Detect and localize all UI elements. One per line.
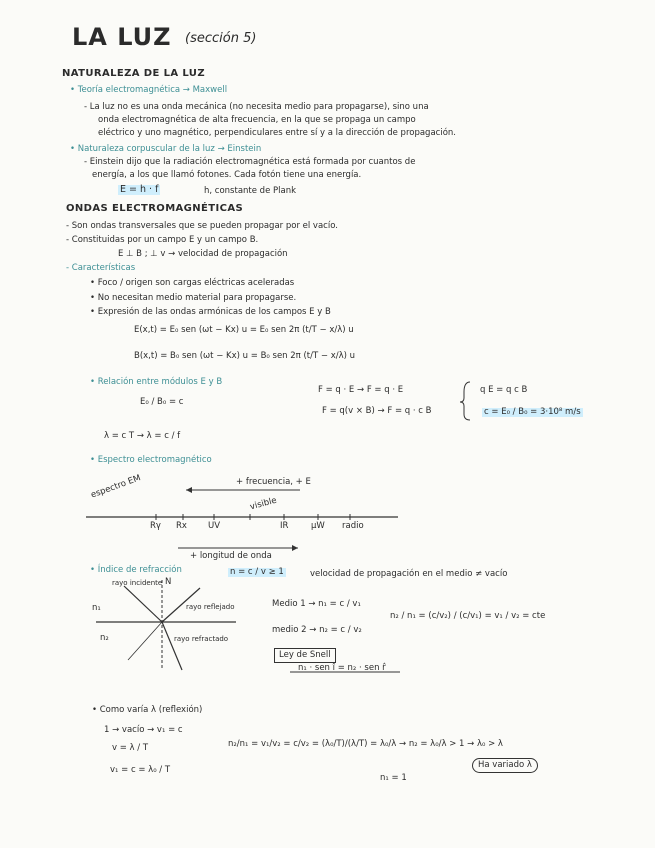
equation-e0-b0: E₀ / B₀ = c [140, 397, 184, 407]
text-luz-1: - La luz no es una onda mecánica (no necesita medio para propagarse), sino una [84, 102, 429, 112]
equation-chain: n₂/n₁ = v₁/v₂ = c/v₂ = (λ₀/T)/(λ/T) = λ₀/λ → n₂ = λ₀/λ > 1 → λ₀ > λ [228, 739, 503, 749]
label-n2: n₂ [100, 633, 109, 643]
heading-varia-lambda: • Como varía λ (reflexión) [92, 705, 203, 715]
equation-snell: n₁ · sen î = n₂ · sen r̂ [298, 663, 386, 673]
note-velocidad: velocidad de propagación en el medio ≠ vacío [310, 569, 508, 579]
heading-refraccion: • Índice de refracción [90, 565, 182, 575]
band-radio: radio [342, 521, 364, 531]
equation-e-field: E(x,t) = E₀ sen (ωt − Kx) u = E₀ sen 2π (t/T − x/λ) u [134, 325, 354, 335]
text-no-medio: • No necesitan medio material para propagarse. [90, 293, 297, 303]
text-foco: • Foco / origen son cargas eléctricas aceleradas [90, 278, 295, 288]
item-teoria-em: • Teoría electromagnética → Maxwell [70, 85, 228, 95]
equation-qe-qcb: q E = q c B [480, 385, 528, 395]
text-espectro: • Espectro electromagnético [90, 455, 212, 465]
page-title: LA LUZ [72, 23, 172, 51]
heading-naturaleza: NATURALEZA DE LA LUZ [62, 68, 205, 79]
label-frecuencia: + frecuencia, + E [236, 477, 311, 487]
band-gamma: Rγ [150, 521, 161, 531]
formula-indice: n = c / v ≥ 1 [230, 567, 284, 577]
equation-medio1: Medio 1 → n₁ = c / v₁ [272, 599, 361, 609]
equation-force-b: F = q(v × B) → F = q · c B [322, 406, 432, 416]
label-normal: N [165, 577, 172, 587]
equation-v: v = λ / T [112, 743, 149, 753]
band-x: Rx [176, 521, 187, 531]
text-n1-equals-1: n₁ = 1 [380, 773, 407, 783]
label-snell: Ley de Snell [274, 648, 336, 663]
equation-lambda: λ = c T → λ = c / f [104, 431, 181, 441]
text-transversales: - Son ondas transversales que se pueden propagar por el vacío. [66, 221, 338, 231]
equation-c-value: c = E₀ / B₀ = 3·10⁸ m/s [484, 407, 581, 417]
text-einstein-1: - Einstein dijo que la radiación electromagnética está formada por cuantos de [84, 157, 416, 167]
equation-v1: v₁ = c = λ₀ / T [110, 765, 171, 775]
text-expresion: • Expresión de las ondas armónicas de los campos E y B [90, 307, 331, 317]
item-corpuscular: • Naturaleza corpuscular de la luz → Einstein [70, 144, 262, 154]
formula-energia: E = h · f [120, 184, 159, 195]
label-n1: n₁ [92, 603, 101, 613]
equation-b-field: B(x,t) = B₀ sen (ωt − Kx) u = B₀ sen 2π (t/T − x/λ) u [134, 351, 356, 361]
label-rayo-reflejado: rayo reflejado [186, 603, 235, 611]
label-rayo-incidente: rayo incidente [112, 579, 163, 587]
text-caracteristicas: - Características [66, 263, 136, 273]
band-ir: IR [280, 521, 289, 531]
label-rayo-refractado: rayo refractado [174, 635, 229, 643]
label-longitud: + longitud de onda [190, 551, 272, 561]
heading-ondas: ONDAS ELECTROMAGNÉTICAS [66, 203, 244, 214]
page-subtitle: (sección 5) [185, 31, 257, 46]
equation-medio2: medio 2 → n₂ = c / v₂ [272, 625, 362, 635]
band-uv: UV [208, 521, 221, 531]
text-einstein-2: energía, a los que llamó fotones. Cada fotón tiene una energía. [92, 170, 362, 180]
text-relacion: • Relación entre módulos E y B [90, 377, 223, 387]
text-luz-3: eléctrico y uno magnético, perpendiculares entre sí y a la dirección de propagación. [98, 128, 456, 138]
equation-force-e: F = q · E → F = q · E [318, 385, 404, 395]
equation-ratio: n₂ / n₁ = (c/v₂) / (c/v₁) = v₁ / v₂ = cte [390, 611, 546, 621]
note-ha-variado: Ha variado λ [472, 758, 538, 773]
text-constituidas: - Constituidas por un campo E y un campo B. [66, 235, 259, 245]
label-visible: visible [248, 495, 278, 513]
band-microwave: μW [311, 521, 325, 531]
label-espectro-em: espectro EM [89, 473, 143, 501]
text-perpendicular: E ⊥ B ; ⊥ v → velocidad de propagación [118, 249, 288, 259]
text-luz-2: onda electromagnética de alta frecuencia, en la que se propaga un campo [98, 115, 416, 125]
text-planck: h, constante de Plank [204, 186, 297, 196]
text-vacio: 1 → vacío → v₁ = c [104, 725, 183, 735]
